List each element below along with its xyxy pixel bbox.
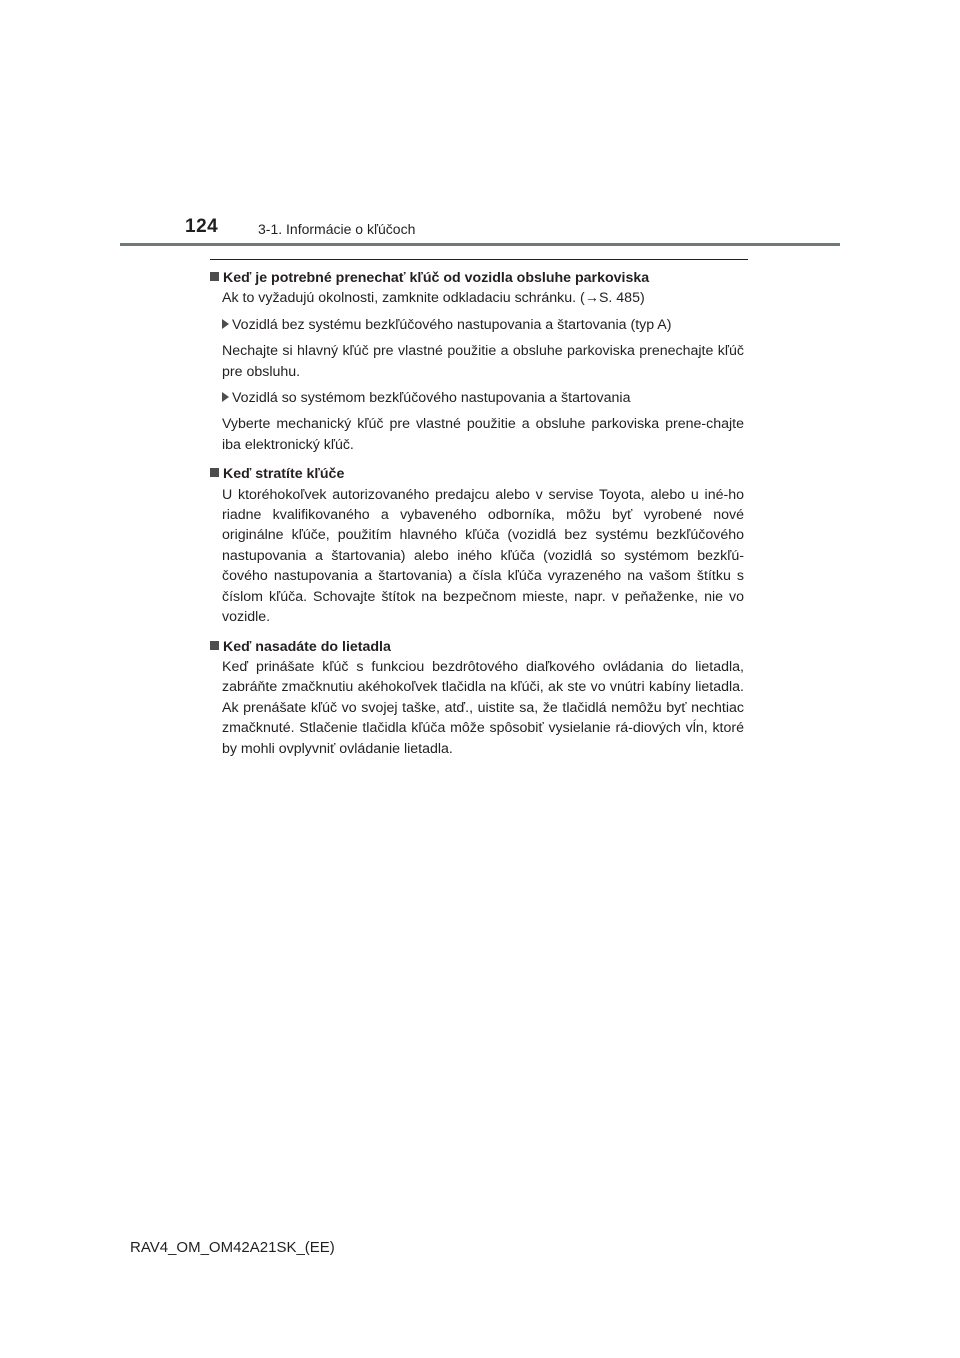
paragraph-main-key: Nechajte si hlavný kľúč pre vlastné použitie a obsluhe parkoviska prenechajte kľúč pre obsluhu. (222, 343, 744, 380)
heading-text: Keď je potrebné prenechať kľúč od vozidla obsluhe parkoviska (223, 270, 650, 286)
paragraph-airplane: Keď prinášate kľúč s funkciou bezdrôtového diaľkového ovládania do lietadla, zabráňte zmačknutiu akéhokoľvek tlačidla na kľúči, ak ste vo vnútri kabíny lietadla. Ak prenášate kľúč vo svojej taške, atď., uistite sa, že tlačidlá nemôžu byť nechtiac zmačknuté. Stlačenie tlačidla kľúča môže spôsobiť vysielanie rá-diových vĺn, ktoré by mohli ovplyvniť ovládanie lietadla. (222, 658, 744, 757)
main-content (210, 268, 744, 759)
header-rule (120, 243, 840, 246)
paragraph-lost-keys: U ktoréhokoľvek autorizovaného predajcu alebo v servise Toyota, alebo u iné-ho riadne kvalifikovaného a vybaveného odborníka, môžu byť vyrobené nové originálne kľúče, použitím hlavného kľúča (vozidlá bez systému bezkľúčového nastupovania a štartovania) alebo iného kľúča (vozidlá so systémom bezkľú-čového nastupovania a štartovania) a čísla kľúča vyrazeného na vašom štítku s číslom kľúča. Schovajte štítok na bezpečnom mieste, napr. v peňaženke, nie vo vozidle. (222, 486, 744, 626)
bullet-item-no-smart-key (222, 315, 744, 335)
paragraph-mechanical-key: Vyberte mechanický kľúč pre vlastné použitie a obsluhe parkoviska prene-chajte iba elektronický kľúč. (222, 416, 744, 453)
heading-text: Keď nasadáte do lietadla (223, 638, 391, 655)
bullet-text: Vozidlá bez systému bezkľúčového nastupovania a štartovania (typ A) (232, 316, 672, 333)
bullet-text: Vozidlá so systémom bezkľúčového nastupovania a štartovania (232, 390, 631, 407)
square-bullet-icon (210, 641, 219, 650)
square-bullet-icon (210, 272, 219, 281)
heading-text: Keď stratíte kľúče (223, 466, 345, 483)
section-heading-airplane (210, 637, 744, 657)
content-rule (210, 259, 748, 260)
page-number: 124 (185, 216, 219, 237)
square-bullet-icon (210, 468, 219, 477)
spacer (210, 455, 744, 464)
section-title: 3-1. Informácie o kľúčoch (258, 221, 416, 237)
triangle-bullet-icon (222, 392, 229, 402)
triangle-bullet-icon (222, 319, 229, 329)
paragraph-intro: Ak to vyžadujú okolnosti, zamknite odkladaciu schránku. (→S. 485) (222, 290, 645, 307)
footer-doc-code: RAV4_OM_OM42A21SK_(EE) (130, 1239, 335, 1256)
section-heading-valet (210, 268, 744, 288)
section-heading-lost-keys (210, 464, 744, 484)
bullet-item-smart-key (222, 388, 744, 408)
spacer (210, 628, 744, 637)
